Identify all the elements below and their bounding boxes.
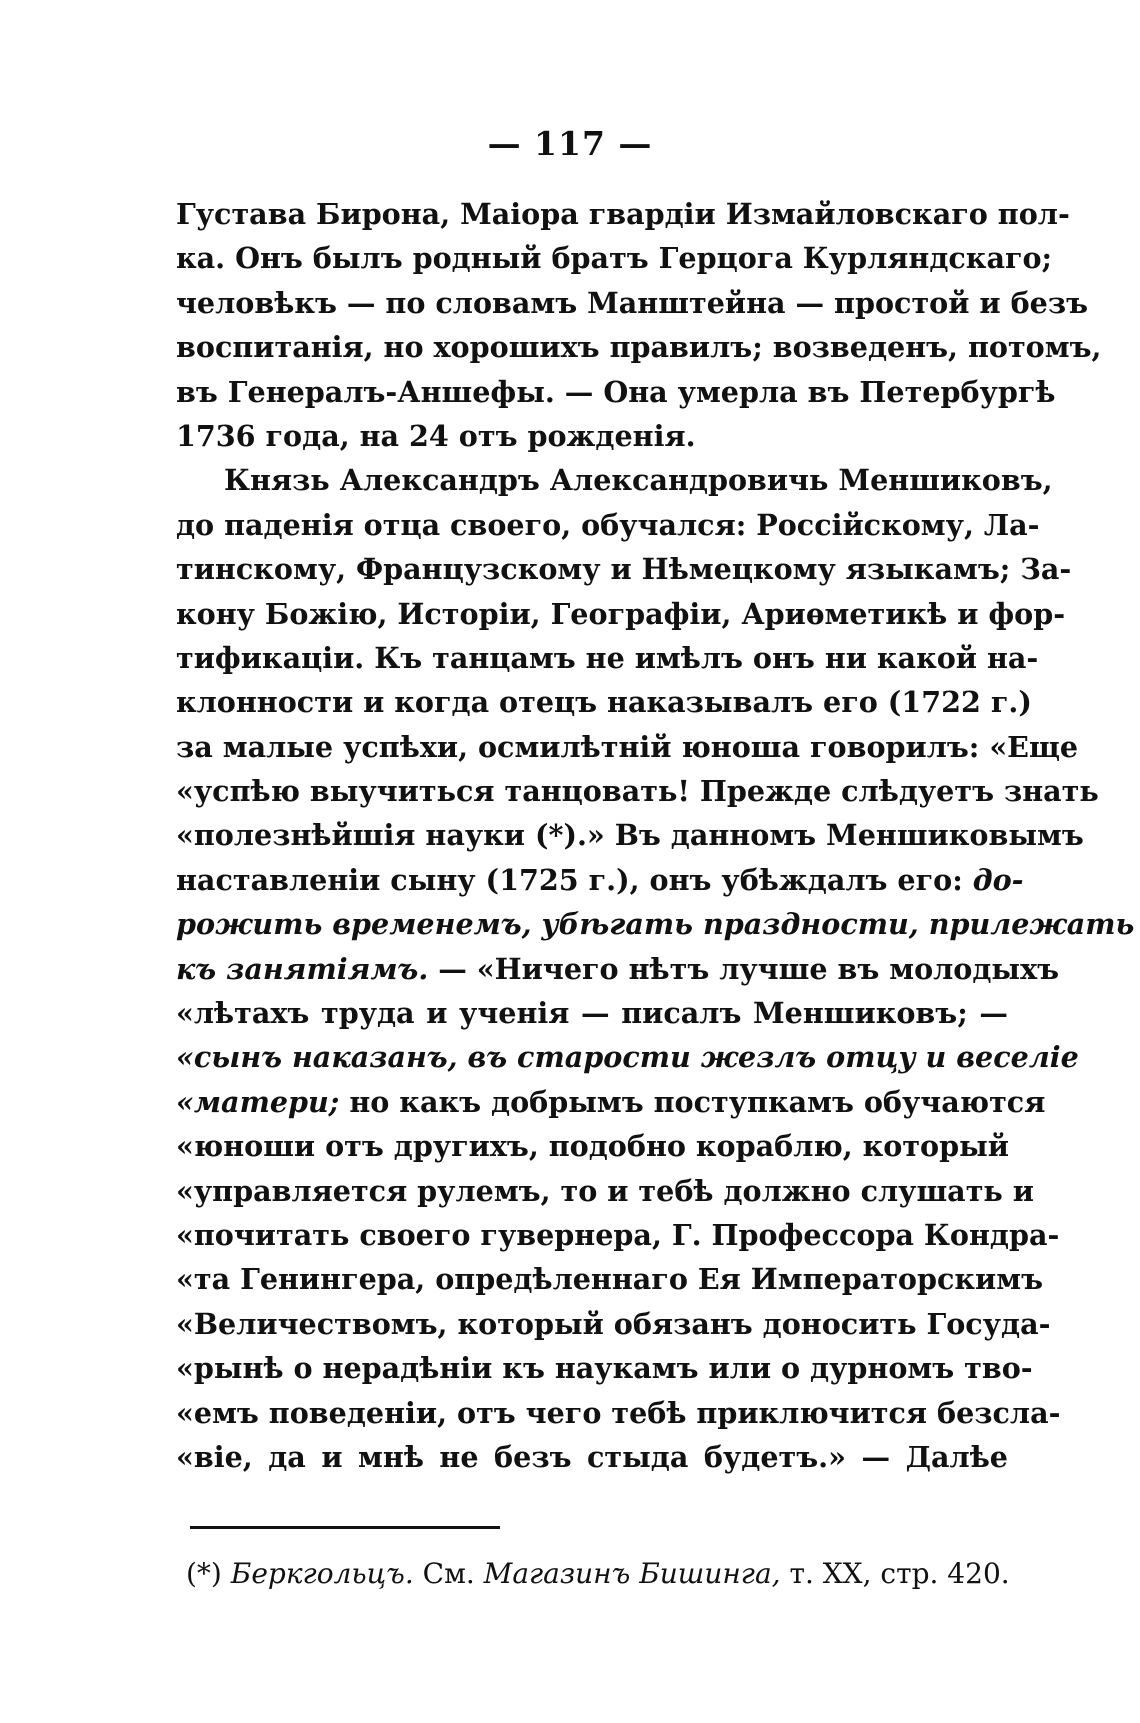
- text-line: наставленіи сыну (1725 г.), онъ убѣждалъ его: до-: [176, 862, 1024, 897]
- footnote-author: Беркгольцъ.: [230, 1557, 414, 1590]
- body-text: [176, 192, 1135, 1479]
- footnote-source: Магазинъ Бишинга,: [483, 1557, 781, 1590]
- text-line: къ занятіямъ. — «Ничего нѣтъ лучше въ молодыхъ: [176, 951, 1060, 986]
- italic-text: къ занятіямъ.: [176, 951, 429, 986]
- text-line: [176, 1035, 1079, 1079]
- text-line: «Величествомъ, который обязанъ доносить Госуда-: [176, 1306, 1051, 1341]
- text-line: 1736 года, на 24 отъ рожденія.: [176, 418, 696, 453]
- text-line: «лѣтахъ труда и ученія — писалъ Меншиковъ; —: [176, 996, 1008, 1031]
- text-line: человѣкъ — по словамъ Манштейна — простой и безъ: [176, 285, 1089, 320]
- footnote-divider: [190, 1526, 500, 1529]
- text-line: клонности и когда отецъ наказывалъ его (1722 г.): [176, 685, 1032, 720]
- text-line: за малые успѣхи, осмилѣтній юноша говорилъ: «Еще: [176, 729, 1079, 764]
- text-line: «управляется рулемъ, то и тебѣ должно слушать и: [176, 1173, 1034, 1208]
- text-line: «почитать своего гувернера, Г. Профессора Кондра-: [176, 1217, 1060, 1252]
- text-line: тификаціи. Къ танцамъ не имѣлъ онъ ни какой на-: [176, 640, 1039, 675]
- text-line: «юноши отъ другихъ, подобно кораблю, который: [176, 1129, 1009, 1164]
- text-line: «полезнѣйшія науки (*).» Въ данномъ Меншиковымъ: [176, 818, 1084, 853]
- text-line: «емъ поведеніи, отъ чего тебѣ приключится безсла-: [176, 1395, 1061, 1430]
- page-number: — 117 —: [487, 124, 653, 163]
- text-line: «матери; но какъ добрымъ поступкамъ обучаются: [176, 1084, 1046, 1119]
- text-line: ка. Онъ былъ родный братъ Герцога Курляндскаго;: [176, 241, 1053, 276]
- footnote-ref: См.: [422, 1557, 475, 1590]
- italic-text: до-: [972, 862, 1024, 897]
- text-line: воспитанія, но хорошихъ правилъ; возведенъ, потомъ,: [176, 330, 1102, 365]
- footnote-details: т. XX, стр. 420.: [789, 1557, 1010, 1590]
- paragraph-start-line: Князь Александръ Александровичь Меншиковъ,: [224, 463, 1053, 498]
- text-line: до паденія отца своего, обучался: Россійскому, Ла-: [176, 507, 1040, 542]
- text-line: «віе, да и мнѣ не безъ стыда будетъ.» — Далѣе: [176, 1439, 1008, 1474]
- italic-text: «сынъ наказанъ, въ старости жезлъ отцу и веселіе: [176, 1040, 1079, 1075]
- footnote: [186, 1554, 1016, 1594]
- footnote-marker: (*): [186, 1557, 222, 1590]
- text-line: въ Генералъ-Аншефы. — Она умерла въ Петербургѣ: [176, 374, 1056, 409]
- text-line: «успѣю выучиться танцовать! Прежде слѣдуетъ знать: [176, 774, 1099, 809]
- text-line: кону Божію, Исторіи, Географіи, Ариѳметикѣ и фор-: [176, 596, 1066, 631]
- italic-text: рожить временемъ, убѣгать праздности, прилежать: [176, 907, 1135, 942]
- text-line: «рынѣ о нерадѣніи къ наукамъ или о дурномъ тво-: [176, 1351, 1033, 1386]
- text-line: Густава Бирона, Маіора гвардіи Измайловскаго пол-: [176, 197, 1070, 231]
- italic-text: «матери;: [176, 1084, 340, 1119]
- text-line: [176, 902, 1135, 946]
- text-line: тинскому, Французскому и Нѣмецкому языкамъ; За-: [176, 552, 1072, 587]
- text-line: «та Генингера, опредѣленнаго Ея Императорскимъ: [176, 1262, 1044, 1297]
